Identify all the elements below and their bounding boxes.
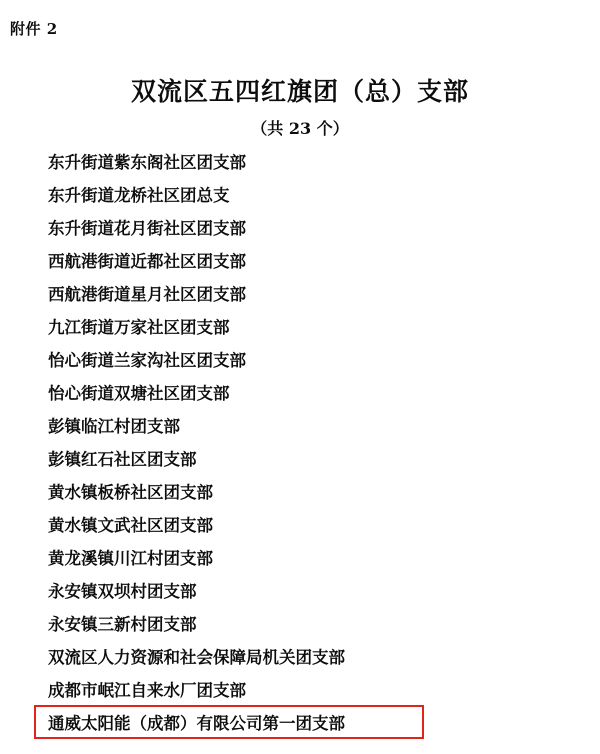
list-item: 黄龙溪镇川江村团支部 — [48, 549, 213, 568]
list-item: 黄水镇板桥社区团支部 — [48, 483, 213, 502]
list-item: 九江街道万家社区团支部 — [48, 318, 230, 337]
list-item: 东升街道花月街社区团支部 — [48, 219, 246, 238]
list-item: 怡心街道兰家沟社区团支部 — [48, 351, 246, 370]
list-item: 东升街道龙桥社区团总支 — [48, 186, 230, 205]
entry-list — [0, 146, 600, 740]
list-item: 永安镇双坝村团支部 — [48, 582, 197, 601]
list-item: 黄水镇文武社区团支部 — [48, 516, 213, 535]
list-item: 彭镇临江村团支部 — [48, 417, 180, 436]
list-item: 成都市岷江自来水厂团支部 — [48, 681, 246, 700]
list-item: 双流区人力资源和社会保障局机关团支部 — [48, 648, 345, 667]
list-item: 彭镇红石社区团支部 — [48, 450, 197, 469]
document-subtitle: （共 23 个） — [251, 119, 349, 138]
attachment-label: 附件 2 — [10, 20, 58, 38]
list-item: 东升街道紫东阁社区团支部 — [48, 153, 246, 172]
document-title: 双流区五四红旗团（总）支部 — [130, 77, 469, 106]
list-item: 怡心街道双塘社区团支部 — [48, 384, 230, 403]
list-item: 西航港街道近都社区团支部 — [48, 252, 246, 271]
list-item: 永安镇三新村团支部 — [48, 615, 197, 634]
list-item: 西航港街道星月社区团支部 — [48, 285, 246, 304]
list-item-highlighted: 通威太阳能（成都）有限公司第一团支部 — [48, 714, 345, 733]
